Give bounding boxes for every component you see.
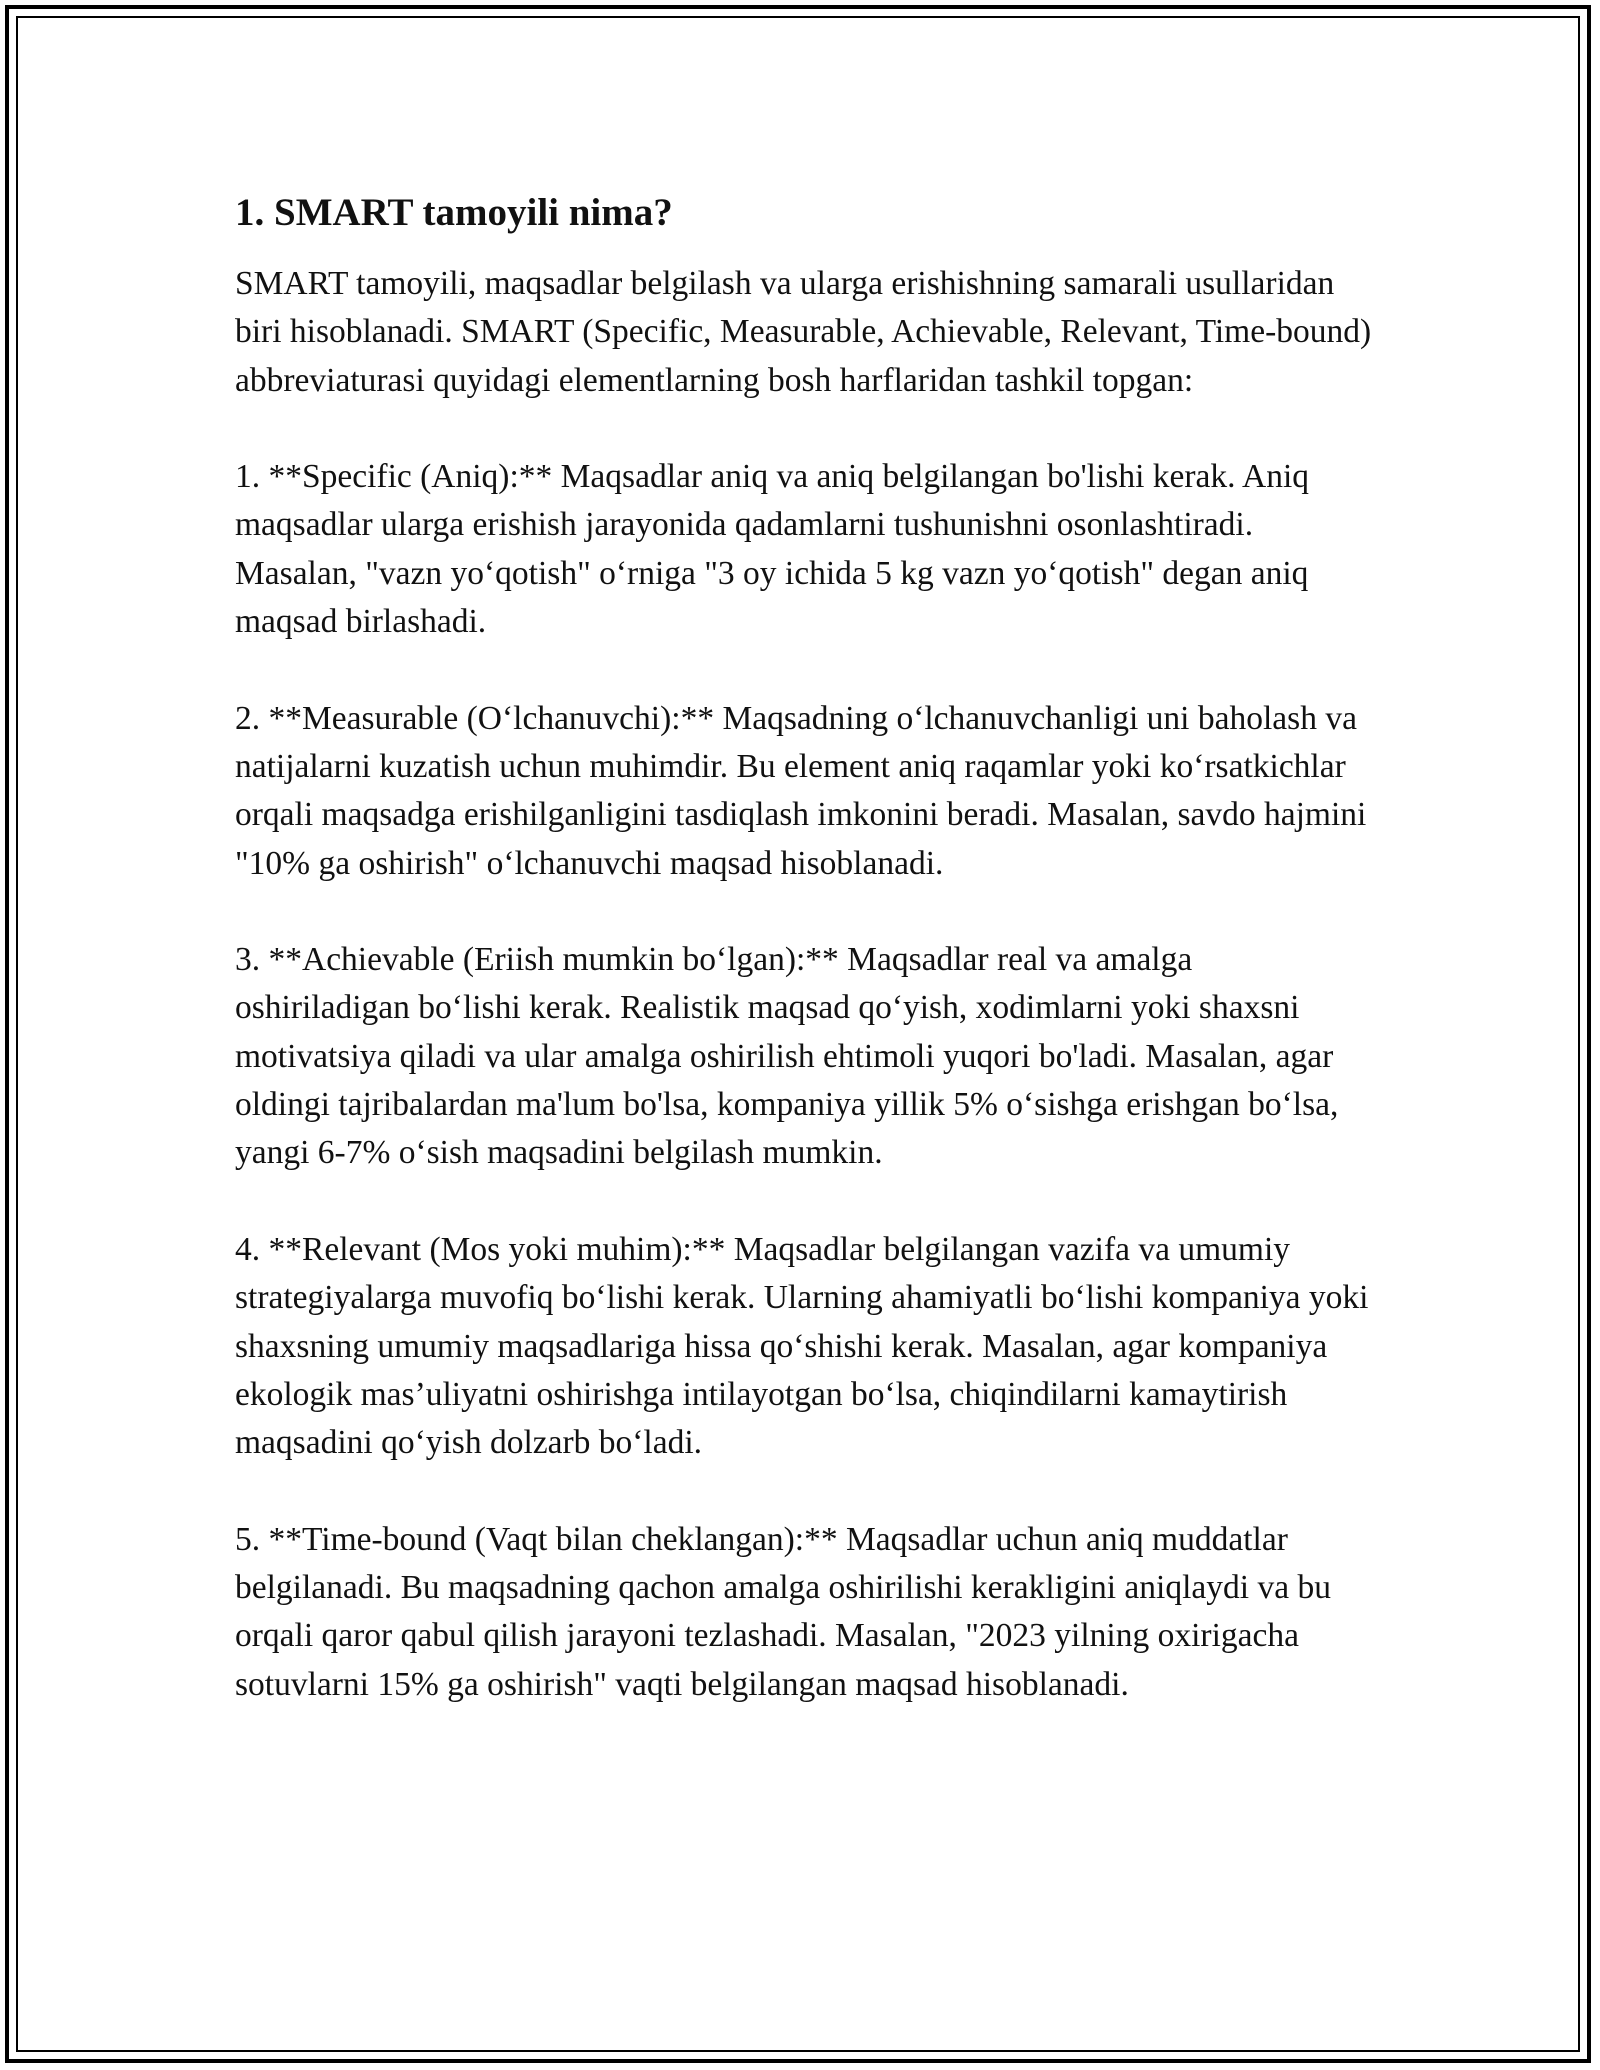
intro-paragraph: SMART tamoyili, maqsadlar belgilash va ularga erishishning samarali usullaridan biri hisoblanadi. SMART (Specific, Measurable, Achievable, Relevant, Time-bound) abbreviaturasi quyidagi elementlarning bosh harflaridan tashkil topgan:	[235, 265, 1372, 399]
item-measurable: 2. **Measurable (O‘lchanuvchi):** Maqsadning o‘lchanuvchanligi uni baholash va natijalarni kuzatish uchun muhimdir. Bu element aniq raqamlar yoki ko‘rsatkichlar orqali maqsadga erishilganligini tasdiqlash imkonini beradi. Masalan, savdo hajmini "10% ga oshirish" o‘lchanuvchi maqsad hisoblanadi.	[235, 699, 1367, 882]
item-achievable: 3. **Achievable (Eriish mumkin bo‘lgan):** Maqsadlar real va amalga oshiriladigan bo‘lishi kerak. Realistik maqsad qo‘yish, xodimlarni yoki shaxsni motivatsiya qiladi va ular amalga oshirilish ehtimoli yuqori bo'ladi. Masalan, agar oldingi tajribalardan ma'lum bo'lsa, kompaniya yillik 5% o‘sishga erishgan bo‘lsa, yangi 6-7% o‘sish maqsadini belgilash mumkin.	[235, 941, 1339, 1172]
document-title: 1. SMART tamoyili nima?	[235, 191, 673, 234]
item-specific: 1. **Specific (Aniq):** Maqsadlar aniq va aniq belgilangan bo'lishi kerak. Aniq maqsadlar ularga erishish jarayonida qadamlarni tushunishni osonlashtiradi. Masalan, "vazn yo‘qotish" o‘rniga "3 oy ichida 5 kg vazn yo‘qotish" degan aniq maqsad birlashadi.	[235, 458, 1310, 641]
document-body	[235, 188, 1375, 1709]
item-relevant: 4. **Relevant (Mos yoki muhim):** Maqsadlar belgilangan vazifa va umumiy strategiyalarga muvofiq bo‘lishi kerak. Ularning ahamiyatli bo‘lishi kompaniya yoki shaxsning umumiy maqsadlariga hissa qo‘shishi kerak. Masalan, agar kompaniya ekologik mas’uliyatni oshirishga intilayotgan bo‘lsa, chiqindilarni kamaytirish maqsadini qo‘yish dolzarb bo‘ladi.	[235, 1230, 1369, 1462]
item-time-bound: 5. **Time-bound (Vaqt bilan cheklangan):** Maqsadlar uchun aniq muddatlar belgilanadi. Bu maqsadning qachon amalga oshirilishi kerakligini aniqlaydi va bu orqali qaror qabul qilish jarayoni tezlashadi. Masalan, "2023 yilning oxirigacha sotuvlarni 15% ga oshirish" vaqti belgilangan maqsad hisoblanadi.	[235, 1520, 1331, 1703]
